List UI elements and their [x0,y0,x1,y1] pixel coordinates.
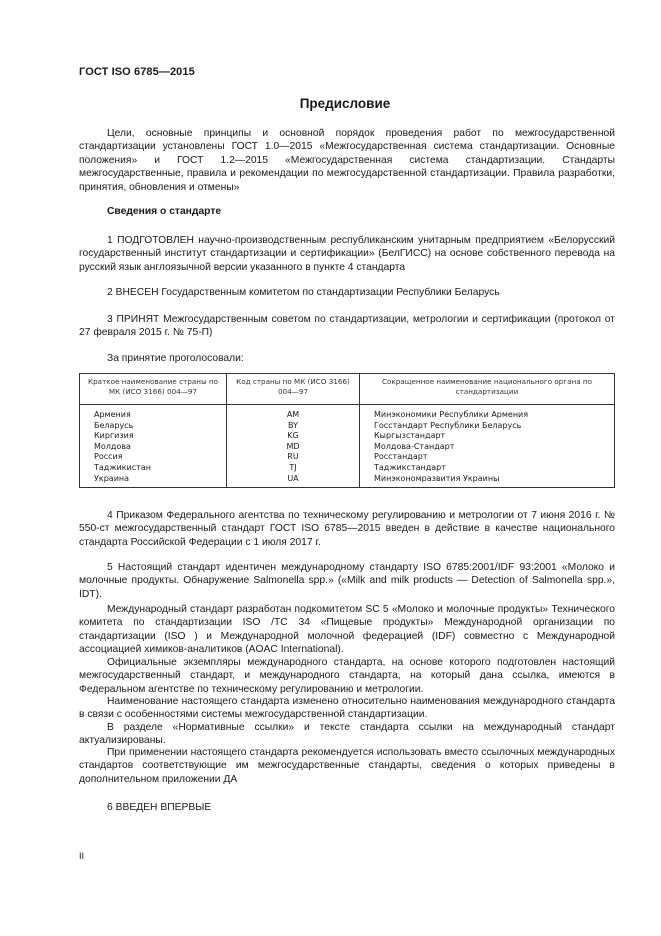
voted-label: За принятие проголосовали: [107,353,244,364]
sc5-paragraph: Международный стандарт разработан подкомитетом SC 5 «Молоко и молочные продукты» Технического комитета по стандартизации ISO /TC 34 «Пищевые продукты» Международной организации по стандартизации (ISO ) и Международной молочной федерацией (IDF) совместно с Международной ассоциацией химиков-аналитиков (AOAC International). [79,604,615,656]
country-cell: Украина [80,474,227,488]
table-row [80,421,615,432]
section-heading: Сведения о стандарте [107,206,222,217]
country-cell: Таджикистан [80,463,227,474]
page-number: II [79,851,85,861]
code-cell: TJ [227,463,360,474]
country-cell: Беларусь [80,421,227,432]
item-1-paragraph: 1 ПОДГОТОВЛЕН научно-производственным республиканским унитарным предприятием «Белорусский государственный институт стандартизации и сертификации» (БелГИСС) на основе собственного перевода на русский язык англоязычной версии указанного в пункте 4 стандарта [79,235,615,273]
code-cell: BY [227,421,360,432]
voting-countries-table [79,373,615,488]
item-2-paragraph: 2 ВНЕСЕН Государственным комитетом по стандартизации Республики Беларусь [107,287,500,298]
country-cell: Россия [80,452,227,463]
table-row [80,405,615,421]
table-header-row [80,374,615,405]
item-3-paragraph: 3 ПРИНЯТ Межгосударственным советом по стандартизации, метрологии и сертификации (протокол от 27 февраля 2015 г. № 75-П) [79,314,615,339]
code-cell: UA [227,474,360,488]
body-cell: Росстандарт [360,452,615,463]
table-row [80,463,615,474]
page-title: Предисловие [299,96,391,111]
body-cell: Молдова-Стандарт [360,442,615,453]
name-change-paragraph: Наименование настоящего стандарта изменено относительно наименования международного стандарта в связи с особенностями системы межгосударственной стандартизации. [79,696,615,721]
references-paragraph: В разделе «Нормативные ссылки» и тексте стандарта ссылки на международный стандарт актуализированы. [79,722,615,747]
document-code-header: ГОСТ ISO 6785—2015 [79,66,195,78]
official-copies-paragraph: Официальные экземпляры международного стандарта, на основе которого подготовлен настоящий межгосударственный стандарт, и международного стандарта, на который дана ссылка, имеются в Федеральном агентстве по техническому регулированию и метрологии. [79,657,615,695]
table-row [80,431,615,442]
column-header-body: Сокращенное наименование национального органа по стандартизации [360,374,615,405]
code-cell: MD [227,442,360,453]
table-row [80,474,615,488]
body-cell: Госстандарт Республики Беларусь [360,421,615,432]
body-cell: Кыргызстандарт [360,431,615,442]
item-5-paragraph: 5 Настоящий стандарт идентичен международному стандарту ISO 6785:2001/IDF 93:2001 «Молоко и молочные продукты. Обнаружение Salmonella spp.» («Milk and milk products — Detection of Salmonella spp.», IDT). [79,562,615,600]
column-header-country: Краткое наименование страны по МК (ИСО 3166) 004—97 [80,374,227,405]
table-row [80,442,615,453]
table-row [80,452,615,463]
intro-paragraph: Цели, основные принципы и основной порядок проведения работ по межгосударственной стандартизации установлены ГОСТ 1.0—2015 «Межгосударственная система стандартизации. Основные положения» и ГОСТ 1.2—2015 «Межгосударственная система стандартизации. Стандарты межгосударственные, правила и рекомендации по межгосударственной стандартизации. Правила разработки, принятия, обновления и отмены» [79,128,615,193]
column-header-code: Код страны по МК (ИСО 3166) 004—97 [227,374,360,405]
code-cell: KG [227,431,360,442]
code-cell: RU [227,452,360,463]
body-cell: Минэкономразвития Украины [360,474,615,488]
application-paragraph: При применении настоящего стандарта рекомендуется использовать вместо ссылочных международных стандартов соответствующие им межгосударственные стандарты, сведения о которых приведены в дополнительном приложении ДА [79,747,615,785]
item-6-paragraph: 6 ВВЕДЕН ВПЕРВЫЕ [107,802,212,813]
item-4-paragraph: 4 Приказом Федерального агентства по техническому регулированию и метрологии от 7 июня 2016 г. № 550-ст межгосударственный стандарт ГОСТ ISO 6785—2015 введен в действие в качестве национального стандарта Российской Федерации с 1 июля 2017 г. [79,510,615,548]
country-cell: Киргизия [80,431,227,442]
country-cell: Молдова [80,442,227,453]
body-cell: Минэкономики Республики Армения [360,405,615,421]
code-cell: AM [227,405,360,421]
body-cell: Таджикстандарт [360,463,615,474]
country-cell: Армения [80,405,227,421]
